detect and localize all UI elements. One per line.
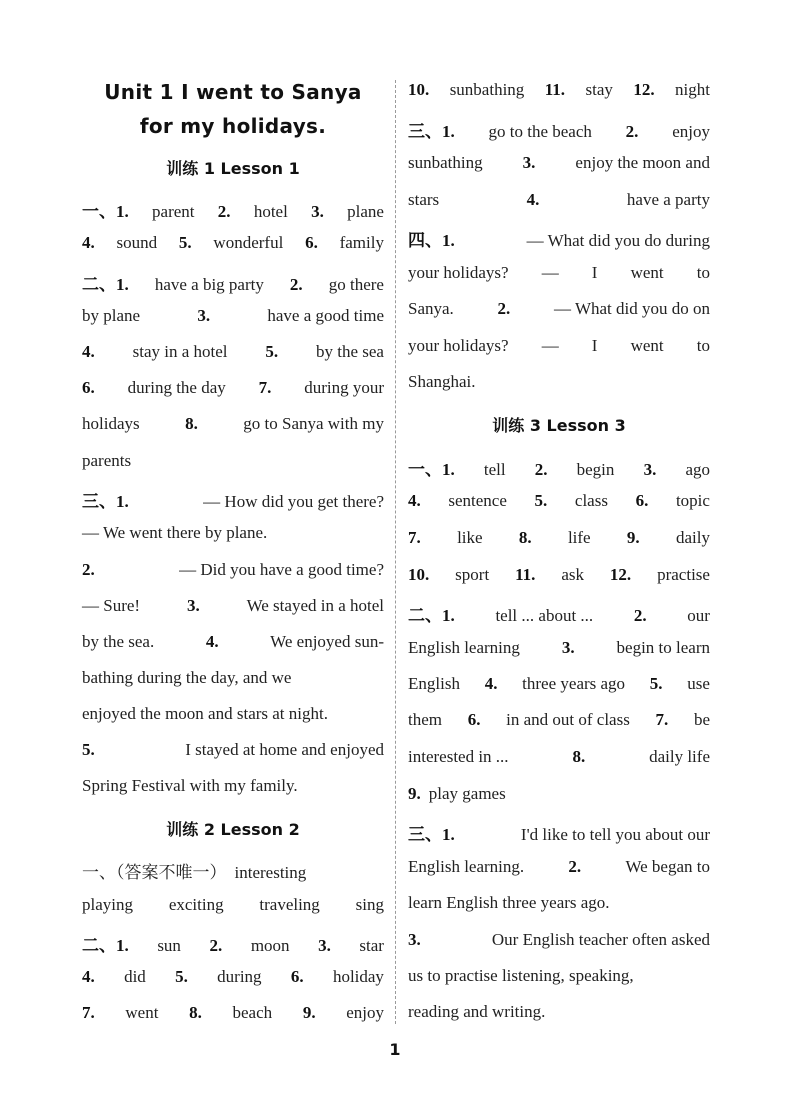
item-number: 二、1. — [82, 936, 129, 955]
item-number: 12. — [609, 565, 632, 584]
answer-text: plane — [347, 202, 384, 221]
answer-text: parents — [82, 451, 132, 470]
answer-text: enjoyed the moon and stars at night. — [82, 704, 328, 723]
answer-line — [82, 378, 384, 402]
answer-text: ask — [561, 565, 584, 584]
answer-text: 一、（答案不唯一） — [82, 863, 227, 882]
item-number: 9. — [302, 1003, 316, 1022]
answer-line — [408, 491, 710, 515]
item-number: 2. — [568, 857, 582, 876]
answer-text: go to Sanya with my — [243, 414, 384, 433]
answer-text: playing — [82, 895, 133, 914]
answer-text: tell — [483, 460, 506, 479]
answer-text: I stayed at home and enjoyed — [185, 740, 384, 759]
item-number: 3. — [197, 306, 211, 325]
answer-text: during — [217, 967, 262, 986]
answer-line — [408, 784, 710, 808]
item-number: 4. — [408, 491, 421, 510]
item-number: 3. — [561, 638, 575, 657]
item-number: 3. — [408, 930, 421, 949]
answer-line — [82, 414, 384, 438]
answer-line — [82, 596, 384, 620]
item-number: 4. — [82, 967, 95, 986]
answer-text: three years ago — [522, 674, 626, 693]
answer-line — [408, 153, 710, 177]
item-number: 9. — [626, 528, 640, 547]
item-number: 6. — [635, 491, 649, 510]
answer-line — [408, 263, 710, 287]
answer-text: go there — [328, 275, 384, 294]
answer-text: begin — [576, 460, 615, 479]
item-number: 5. — [82, 740, 95, 759]
answer-text: reading and writing. — [408, 1002, 546, 1021]
answer-text: sport — [455, 565, 490, 584]
answer-text: Shanghai. — [408, 372, 476, 391]
answer-line — [408, 857, 710, 881]
item-number: 4. — [82, 233, 95, 252]
answer-line — [408, 117, 710, 141]
answer-text: ago — [685, 460, 710, 479]
answer-text: hotel — [253, 202, 288, 221]
answer-line — [408, 710, 710, 734]
answer-line — [82, 858, 384, 882]
answer-text: went — [630, 263, 664, 282]
unit-title-line-1: Unit 1 I went to Sanya — [104, 80, 362, 104]
answer-text: daily life — [649, 747, 710, 766]
item-number: 6. — [305, 233, 318, 252]
answer-line — [408, 336, 710, 360]
answer-text: sound — [116, 233, 158, 252]
item-number: 4. — [526, 190, 540, 209]
item-number: 5. — [265, 342, 279, 361]
lesson-2-heading: 训练 2 Lesson 2 — [166, 820, 300, 839]
answer-line — [408, 966, 710, 990]
answer-text: I — [591, 263, 598, 282]
answer-text: — How did you get there? — [203, 492, 384, 511]
answer-line — [82, 342, 384, 366]
answer-text: by the sea — [315, 342, 384, 361]
item-number: 3. — [186, 596, 200, 615]
answer-text: holiday — [332, 967, 384, 986]
answer-text: We enjoyed sun- — [270, 632, 384, 651]
answer-text: tell ... about ... — [495, 606, 594, 625]
item-number: 4. — [205, 632, 219, 651]
answer-text: star — [359, 936, 384, 955]
answer-line — [408, 372, 710, 396]
item-number: 三、1. — [408, 825, 455, 844]
answer-text: Our English teacher often asked — [491, 930, 710, 949]
item-number: 5. — [534, 491, 548, 510]
answer-line — [408, 930, 710, 954]
answer-text: have a party — [626, 190, 710, 209]
item-number: 11. — [515, 565, 536, 584]
answer-line — [82, 270, 384, 294]
item-number: 2. — [625, 122, 639, 141]
answer-text: wonderful — [213, 233, 284, 252]
item-number: 6. — [467, 710, 481, 729]
item-number: 8. — [518, 528, 532, 547]
item-number: 8. — [189, 1003, 202, 1022]
answer-text: sing — [355, 895, 384, 914]
answer-line — [82, 668, 384, 692]
answer-text: I'd like to tell you about our — [520, 825, 710, 844]
lesson-1-heading: 训练 1 Lesson 1 — [166, 159, 300, 178]
answer-text: parent — [152, 202, 195, 221]
answer-line — [408, 455, 710, 479]
item-number: 一、1. — [408, 460, 455, 479]
item-number: 6. — [82, 378, 95, 397]
answer-text: practise — [657, 565, 710, 584]
unit-title-line-2: for my holidays. — [139, 114, 327, 138]
answer-line — [82, 632, 384, 656]
answer-text: be — [693, 710, 710, 729]
item-number: 2. — [289, 275, 303, 294]
answer-text: — We went there by plane. — [82, 523, 268, 542]
answer-text: Sanya. — [408, 299, 454, 318]
page-number: 1 — [389, 1040, 401, 1059]
item-number: 7. — [655, 710, 669, 729]
answer-text: us to practise listening, speaking, — [408, 966, 634, 985]
item-number: 3. — [318, 936, 331, 955]
item-number: 三、1. — [408, 122, 455, 141]
answer-text: them — [408, 710, 442, 729]
answer-text: We stayed in a hotel — [246, 596, 384, 615]
answer-text: — — [541, 263, 559, 282]
answer-text: enjoy — [672, 122, 710, 141]
answer-line — [82, 776, 384, 800]
item-number: 7. — [258, 378, 272, 397]
item-number: 5. — [175, 967, 188, 986]
answer-text: holidays — [82, 414, 140, 433]
item-number: 3. — [522, 153, 536, 172]
answer-line — [82, 895, 384, 919]
answer-line — [82, 967, 384, 991]
lesson-3-heading: 训练 3 Lesson 3 — [492, 416, 626, 435]
answer-text: begin to learn — [616, 638, 710, 657]
answer-text: play games — [428, 784, 506, 803]
answer-text: your holidays? — [408, 263, 509, 282]
answer-text: class — [574, 491, 608, 510]
answer-line — [82, 523, 384, 547]
answer-line — [82, 931, 384, 955]
item-number: 三、1. — [82, 492, 129, 511]
item-number: 3. — [643, 460, 657, 479]
item-number: 一、1. — [82, 202, 129, 221]
column-divider — [395, 80, 396, 1024]
answer-text: sunbathing — [408, 153, 483, 172]
item-number: 2. — [534, 460, 548, 479]
answer-line — [408, 674, 710, 698]
item-number: 二、1. — [82, 275, 129, 294]
answer-line — [408, 601, 710, 625]
answer-line — [408, 80, 710, 104]
answer-text: stars — [408, 190, 440, 209]
answer-text: enjoy — [346, 1003, 384, 1022]
answer-line — [82, 704, 384, 728]
answer-line — [82, 487, 384, 511]
answer-text: beach — [232, 1003, 273, 1022]
answer-line — [408, 1002, 710, 1026]
answer-line — [82, 233, 384, 257]
answer-line — [408, 528, 710, 552]
answer-text: night — [675, 80, 710, 99]
answer-text: sunbathing — [449, 80, 525, 99]
answer-line — [82, 451, 384, 475]
answer-text: — What did you do during — [526, 231, 710, 250]
answer-text: — Sure! — [82, 596, 141, 615]
item-number: 3. — [311, 202, 324, 221]
answer-text: exciting — [168, 895, 224, 914]
answer-text: interesting — [234, 863, 307, 882]
item-number: 6. — [290, 967, 304, 986]
item-number: 11. — [544, 80, 566, 99]
answer-text: — — [541, 336, 559, 355]
item-number: 2. — [633, 606, 647, 625]
item-number: 2. — [217, 202, 231, 221]
answer-line — [82, 560, 384, 584]
item-number: 2. — [82, 560, 95, 579]
answer-line — [82, 306, 384, 330]
item-number: 2. — [497, 299, 511, 318]
item-number: 12. — [633, 80, 655, 99]
answer-text: have a good time — [267, 306, 384, 325]
answer-text: use — [687, 674, 710, 693]
answer-text: I — [591, 336, 598, 355]
answer-text: by plane — [82, 306, 141, 325]
answer-text: go to the beach — [488, 122, 592, 141]
answer-text: have a big party — [154, 275, 264, 294]
answer-text: English learning. — [408, 857, 525, 876]
item-number: 四、1. — [408, 231, 455, 250]
answer-text: to — [696, 263, 710, 282]
item-number: 二、1. — [408, 606, 455, 625]
answer-text: like — [457, 528, 483, 547]
answer-text: daily — [675, 528, 710, 547]
answer-text: interested in ... — [408, 747, 509, 766]
answer-line — [408, 747, 710, 771]
item-number: 7. — [82, 1003, 95, 1022]
answer-text: during your — [304, 378, 384, 397]
item-number: 5. — [649, 674, 663, 693]
answer-line — [408, 820, 710, 844]
answer-line — [408, 638, 710, 662]
answer-line — [408, 565, 710, 589]
item-number: 2. — [209, 936, 223, 955]
answer-text: English learning — [408, 638, 520, 657]
answer-text: our — [687, 606, 710, 625]
answer-text: moon — [250, 936, 290, 955]
item-number: 8. — [572, 747, 586, 766]
answer-text: We began to — [625, 857, 710, 876]
answer-text: during the day — [127, 378, 226, 397]
answer-text: bathing during the day, and we — [82, 668, 292, 687]
answer-text: — Did you have a good time? — [179, 560, 384, 579]
answer-line — [408, 299, 710, 323]
item-number: 7. — [408, 528, 421, 547]
answer-line — [408, 893, 710, 917]
item-number: 8. — [185, 414, 198, 433]
answer-text: traveling — [259, 895, 320, 914]
answer-text: enjoy the moon and — [575, 153, 710, 172]
answer-text: sentence — [448, 491, 507, 510]
answer-text: life — [567, 528, 591, 547]
answer-text: went — [630, 336, 664, 355]
answer-line — [82, 1003, 384, 1027]
answer-text: learn English three years ago. — [408, 893, 610, 912]
item-number: 5. — [178, 233, 192, 252]
answer-text: by the sea. — [82, 632, 155, 651]
item-number: 9. — [408, 784, 421, 803]
answer-text: topic — [675, 491, 710, 510]
answer-text: in and out of class — [506, 710, 630, 729]
item-number: 4. — [484, 674, 498, 693]
answer-text: English — [408, 674, 460, 693]
item-number: 4. — [82, 342, 95, 361]
answer-text: to — [696, 336, 710, 355]
answer-text: stay — [585, 80, 613, 99]
answer-text: stay in a hotel — [132, 342, 228, 361]
answer-line — [82, 197, 384, 221]
item-number: 10. — [408, 80, 430, 99]
answer-line — [408, 226, 710, 250]
answer-text: — What did you do on — [554, 299, 710, 318]
answer-text: your holidays? — [408, 336, 509, 355]
answer-text: went — [125, 1003, 159, 1022]
answer-line — [408, 190, 710, 214]
answer-text: did — [124, 967, 146, 986]
answer-text: sun — [157, 936, 181, 955]
item-number: 10. — [408, 565, 430, 584]
answer-line — [82, 740, 384, 764]
answer-text: Spring Festival with my family. — [82, 776, 298, 795]
answer-text: family — [339, 233, 384, 252]
